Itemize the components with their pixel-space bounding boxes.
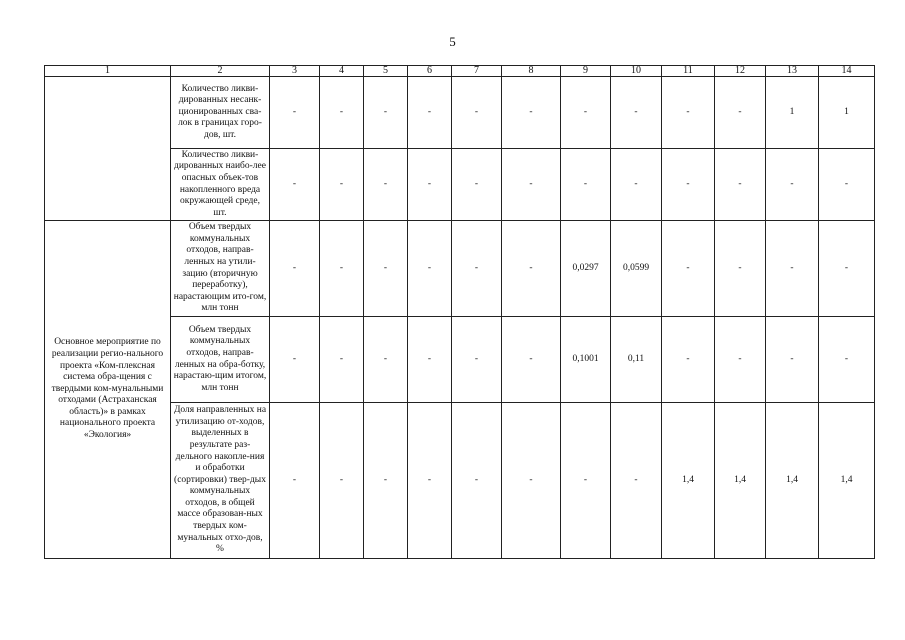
value-cell: 1,4 <box>715 403 766 559</box>
value-cell: - <box>561 403 611 559</box>
value-cell: - <box>320 403 364 559</box>
value-cell: - <box>452 149 502 221</box>
page-number: 5 <box>449 34 456 49</box>
value-cell: 1,4 <box>819 403 875 559</box>
value-cell: - <box>452 403 502 559</box>
value-cell: - <box>408 403 452 559</box>
value-cell: - <box>408 317 452 403</box>
value-cell: - <box>452 317 502 403</box>
value-cell: - <box>715 221 766 317</box>
indicator-cell: Объем твердых коммунальных отходов, направ-ленных на утили-зацию (вторичную переработку), нарастающим ито-гом, млн тонн <box>171 221 270 317</box>
value-cell: 1,4 <box>766 403 819 559</box>
value-cell: - <box>502 221 561 317</box>
column-header: 5 <box>364 66 408 77</box>
table-row <box>45 221 875 317</box>
value-cell: 0,11 <box>611 317 662 403</box>
value-cell: - <box>270 317 320 403</box>
value-cell: - <box>270 403 320 559</box>
value-cell: - <box>502 317 561 403</box>
value-cell: - <box>715 149 766 221</box>
column-header: 9 <box>561 66 611 77</box>
value-cell: - <box>819 149 875 221</box>
value-cell: - <box>364 403 408 559</box>
value-cell: - <box>408 77 452 149</box>
value-cell: - <box>715 77 766 149</box>
column-header: 11 <box>662 66 715 77</box>
value-cell: 0,0297 <box>561 221 611 317</box>
value-cell: - <box>364 317 408 403</box>
value-cell: - <box>611 403 662 559</box>
value-cell: - <box>364 77 408 149</box>
column-header: 8 <box>502 66 561 77</box>
value-cell: 0,1001 <box>561 317 611 403</box>
value-cell: 0,0599 <box>611 221 662 317</box>
value-cell: 1,4 <box>662 403 715 559</box>
value-cell: - <box>502 403 561 559</box>
value-cell: - <box>662 149 715 221</box>
value-cell: - <box>320 317 364 403</box>
value-cell: - <box>611 149 662 221</box>
value-cell: - <box>766 221 819 317</box>
value-cell: - <box>364 149 408 221</box>
value-cell: - <box>819 317 875 403</box>
indicator-cell: Объем твердых коммунальных отходов, направ-ленных на обра-ботку, нарастаю-щим итогом, млн тонн <box>171 317 270 403</box>
value-cell: - <box>819 221 875 317</box>
value-cell: - <box>561 149 611 221</box>
column-header: 2 <box>171 66 270 77</box>
value-cell: - <box>320 149 364 221</box>
indicators-table <box>44 65 875 559</box>
header-row <box>45 66 875 77</box>
value-cell: - <box>452 77 502 149</box>
value-cell: - <box>715 317 766 403</box>
value-cell: - <box>502 77 561 149</box>
column-header: 7 <box>452 66 502 77</box>
value-cell: - <box>766 149 819 221</box>
value-cell: - <box>270 149 320 221</box>
indicator-cell: Количество ликви-дированных наибо-лее опасных объек-тов накопленного вреда окружающей среде, шт. <box>171 149 270 221</box>
value-cell: - <box>662 317 715 403</box>
column-header: 1 <box>45 66 171 77</box>
column-header: 13 <box>766 66 819 77</box>
value-cell: - <box>408 221 452 317</box>
value-cell: - <box>320 221 364 317</box>
value-cell: - <box>452 221 502 317</box>
column-header: 3 <box>270 66 320 77</box>
table-row <box>45 77 875 149</box>
empty-group-cell <box>45 77 171 221</box>
value-cell: 1 <box>819 77 875 149</box>
value-cell: - <box>662 77 715 149</box>
value-cell: - <box>270 221 320 317</box>
value-cell: - <box>502 149 561 221</box>
value-cell: - <box>662 221 715 317</box>
activity-group-label: Основное мероприятие по реализации регио-нального проекта «Ком-плексная система обра-щения с твердыми ком-мунальными отходами (Астраханская область)» в рамках национального проекта «Экология» <box>45 221 171 559</box>
value-cell: - <box>364 221 408 317</box>
column-header: 14 <box>819 66 875 77</box>
value-cell: - <box>320 77 364 149</box>
column-header: 6 <box>408 66 452 77</box>
value-cell: - <box>408 149 452 221</box>
value-cell: - <box>561 77 611 149</box>
column-header: 4 <box>320 66 364 77</box>
indicator-cell: Количество ликви-дированных несанк-ционированных сва-лок в границах горо-дов, шт. <box>171 77 270 149</box>
indicator-cell: Доля направленных на утилизацию от-ходов, выделенных в результате раз-дельного накопле-ния и обработки (сортировки) твер-дых коммунальных отходов, в общей массе образован-ных твердых ком-мунальных отхо-дов, % <box>171 403 270 559</box>
value-cell: 1 <box>766 77 819 149</box>
value-cell: - <box>270 77 320 149</box>
column-header: 12 <box>715 66 766 77</box>
value-cell: - <box>611 77 662 149</box>
value-cell: - <box>766 317 819 403</box>
column-header: 10 <box>611 66 662 77</box>
